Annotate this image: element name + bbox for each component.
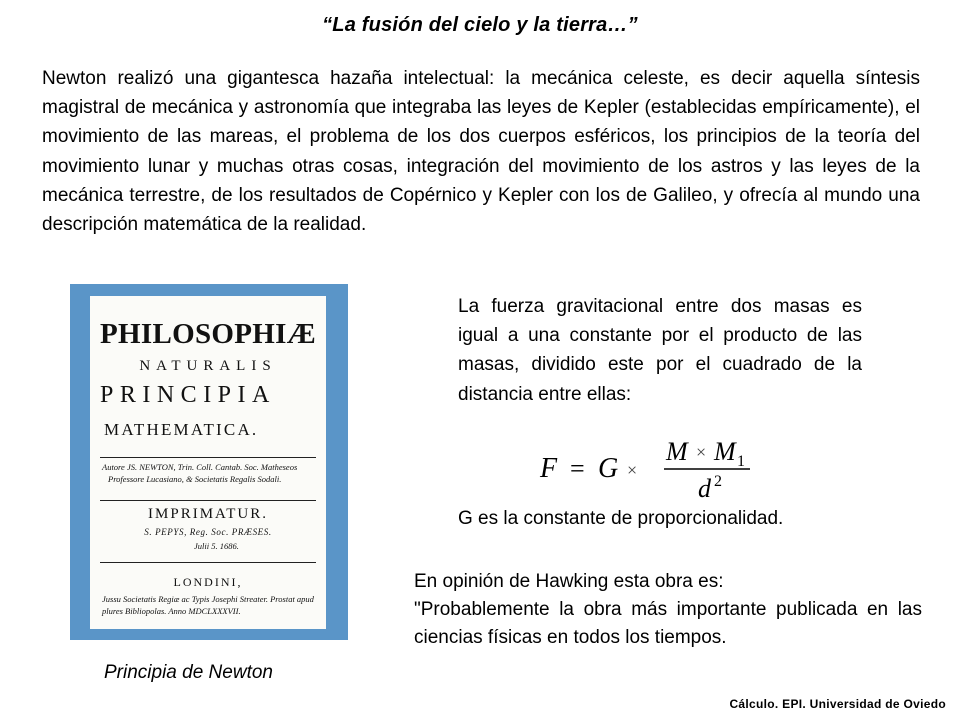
cover-caption: Principia de Newton	[104, 662, 273, 683]
principia-title-page	[90, 296, 326, 629]
formula-g: G	[598, 453, 619, 484]
cover-divider	[100, 500, 316, 501]
cover-author-line-2: Professore Lucasiano, & Societatis Regalis Sodali.	[108, 474, 282, 484]
formula-distance: d	[698, 474, 711, 502]
cover-divider	[100, 457, 316, 458]
formula-mass-1: M	[714, 437, 736, 466]
footer-credit: Cálculo. EPI. Universidad de Oviedo	[729, 697, 946, 711]
cover-pepys: S. PEPYS, Reg. Soc. PRÆSES.	[144, 527, 272, 537]
gravitation-formula	[536, 436, 796, 502]
hawking-intro: En opinión de Hawking esta obra es:	[414, 571, 724, 592]
cover-city: LONDINI,	[173, 575, 243, 589]
hawking-block	[414, 568, 922, 652]
cover-line-philosophiae: PHILOSOPHIÆ	[100, 318, 316, 350]
cover-publisher-line-2: plures Bibliopolas. Anno MDCLXXXVII.	[102, 606, 241, 616]
slide-title: “La fusión del cielo y la tierra…”	[322, 14, 638, 36]
principia-cover-image	[70, 284, 348, 640]
cover-author-line-1: Autore JS. NEWTON, Trin. Coll. Cantab. Soc. Matheseos	[102, 462, 298, 472]
cover-line-principia: PRINCIPIA	[100, 382, 276, 408]
formula-times: ×	[696, 442, 707, 462]
cover-line-naturalis: NATURALIS	[139, 358, 277, 374]
cover-date: Julii 5. 1686.	[194, 541, 239, 551]
cover-publisher-line-1: Jussu Societatis Regiæ ac Typis Josephi Streater. Prostat apud	[102, 594, 314, 604]
cover-line-mathematica: MATHEMATICA.	[104, 420, 259, 439]
gravity-paragraph: La fuerza gravitacional entre dos masas es igual a una constante por el producto de las masas, dividido este por el cuadrado de la distancia entre ellas:	[458, 296, 862, 405]
formula-force: F	[540, 453, 558, 484]
hawking-quote: "Probablemente la obra más importante publicada en las ciencias físicas en todos los tiempos.	[414, 599, 922, 648]
formula-times: ×	[627, 460, 638, 480]
formula-mass: M	[666, 437, 688, 466]
formula-exponent-2: 2	[714, 473, 722, 490]
intro-paragraph: Newton realizó una gigantesca hazaña intelectual: la mecánica celeste, es decir aquella síntesis magistral de mecánica y astronomía que integraba las leyes de Kepler (establecidas empíricamente), el movimiento de las mareas, el problema de los dos cuerpos esféricos, los principios de la teoría del movimiento lunar y muchas otras cosas, integración del movimiento de los astros y las leyes de la mecánica terrestre, de los resultados de Copérnico y Kepler con los de Galileo, y ofrecía al mundo una descripción matemática de la realidad.	[42, 68, 920, 236]
cover-divider	[100, 562, 316, 563]
formula-subscript-1: 1	[737, 453, 745, 470]
g-constant-text: G es la constante de proporcionalidad.	[458, 508, 784, 529]
cover-imprimatur: IMPRIMATUR.	[148, 506, 268, 522]
formula-equals: =	[570, 454, 585, 483]
